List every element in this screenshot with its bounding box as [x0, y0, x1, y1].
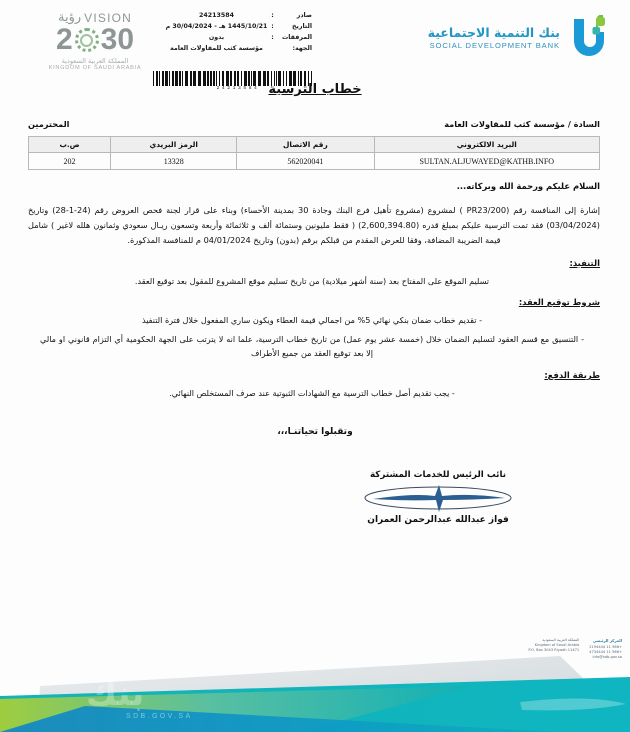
footer-address-column — [528, 638, 579, 674]
vision-logo-subtitle-en: KINGDOM OF SAUDI ARABIA — [48, 65, 142, 71]
footer-website: info@sdb.gov.sa — [592, 654, 622, 659]
table-header-row — [29, 137, 600, 153]
column-header-phone: رقم الاتصال — [237, 137, 374, 153]
signatory-title: نائب الرئيس للخدمات المشتركة — [369, 470, 507, 480]
bank-logo-mark-icon — [568, 15, 612, 61]
bank-name-en: SOCIAL DEVELOPMENT BANK — [429, 40, 560, 50]
header-meta-block — [164, 12, 312, 56]
recipient-respect: المحترمين — [28, 119, 70, 129]
body-paragraph: إشارة إلى المنافسة رقم (PR23/200 ) لمشروع (مشروع تأهيل فرع البنك وجادة 30 بمدينة الأحساء) وبناء على قرار لجنة فحص العروض رقم (24-1-28) وتاريخ (03/04/2024) فقد تمت الترسية عليكم بمبلغ قدره (2,600,394.80) ( فقط مليونين وستمائة ألف و ثلاثمائة وأربعة وتسعون ريـال سعودي وثمانون هلله لاغير ) شامل قيمة الضريبة المضافة، وفقا للعرض المقدم من قبلكم برقم (بدون) وتاريخ 04/01/2024 م للمنافسة المذكورة. — [28, 205, 601, 245]
section-heading-execution: التنفيذ: — [569, 257, 600, 268]
bank-logo — [382, 14, 612, 62]
closing-text: وتقبلوا تحياتنـا،،، — [277, 426, 353, 437]
meta-row-entity — [164, 45, 312, 54]
meta-colon: : — [271, 23, 274, 31]
meta-colon: : — [271, 34, 274, 42]
recipient-row — [0, 119, 630, 129]
document-footer — [0, 636, 630, 732]
section-heading-payment: طريقة الدفع: — [544, 370, 600, 381]
vision-logo-subtitle-ar: المملكة العربية السعودية — [61, 57, 129, 65]
meta-label-date: التاريخ — [292, 23, 312, 31]
signature-mark-icon — [288, 482, 588, 514]
section-text-execution: تسليم الموقع على المفتاح بعد (سنة أشهر ميلادية) من تاريخ تسليم موقع المشروع للمقول بعد توقيع العقد. — [134, 275, 490, 286]
meta-label-issue: صادر — [296, 12, 312, 19]
vision-logo-word-ar: رؤية — [57, 10, 82, 25]
vision-year-right: 30 — [100, 23, 135, 56]
payment-item-1: - يجب تقديم أصل خطاب الترسية مع الشهادات الثبوتية عند صرف المستخلص النهائي. — [169, 388, 455, 399]
meta-label-attachments: المرفقات — [281, 34, 312, 42]
meta-value-entity: مؤسسة كثب للمقاولات العامة — [170, 45, 263, 53]
column-header-pobox: ص.ب — [29, 137, 111, 153]
meta-row-date — [164, 23, 312, 32]
bank-logo-text — [428, 26, 560, 50]
meta-value-date: 1445/10/21 هـ - 30/04/2024 م — [165, 23, 268, 31]
footer-fax: +966 11 4734444 — [589, 649, 622, 654]
meta-label-entity: الجهة: — [292, 45, 312, 53]
vision-2030-logo — [30, 10, 160, 76]
footer-address-line-3: P.O. Box 3043 Riyadh 11471 — [528, 648, 580, 653]
section-heading-conditions: شروط توقيع العقد: — [518, 297, 600, 308]
table-row — [29, 153, 600, 170]
signatory-name: فواز عبدالله عبدالرحمن العمران — [367, 515, 509, 525]
column-header-email: البريد الالكتروني — [374, 137, 600, 153]
footer-headquarter-label: المركز الرئيسي — [592, 638, 622, 643]
cell-phone: 562020041 — [237, 153, 374, 170]
vision-logo-year — [30, 25, 160, 55]
cell-pobox: 202 — [29, 153, 111, 170]
footer-watermark: بنك — [86, 674, 145, 714]
vision-logo-word-en: VISION — [84, 10, 133, 25]
footer-watermark-url: SDB.GOV.SA — [126, 713, 193, 720]
footer-contact-column — [589, 638, 622, 674]
vision-logo-top — [30, 10, 160, 25]
signature-block — [288, 470, 588, 525]
footer-phone: +966 11 2194444 — [589, 644, 622, 649]
meta-row-attachments — [164, 34, 312, 43]
meta-value-issue: 24213584 — [198, 12, 235, 19]
cell-postal-code: 13328 — [111, 153, 237, 170]
cell-email: SULTAN.ALJUWAYED@KATHB.INFO — [374, 153, 600, 170]
vision-ornament-icon — [73, 26, 101, 54]
meta-value-attachments: بدون — [208, 34, 225, 42]
greeting-text: السلام عليكم ورحمة الله وبركاته... — [456, 181, 600, 191]
meta-row-issue — [164, 12, 312, 21]
bank-name-ar: بنك التنمية الاجتماعية — [427, 25, 560, 41]
meta-colon: : — [271, 12, 274, 19]
recipient-name: السادة / مؤسسة كثب للمقاولات العامة — [444, 119, 600, 129]
document-body — [0, 82, 630, 525]
vision-year-left: 2 — [55, 23, 73, 56]
barcode-number: 24213584 — [216, 86, 260, 91]
condition-item-2: - التنسيق مع قسم العقود لتسليم الضمان خلال (خمسة عشر يوم عمل) من تاريخ خطاب الترسية، علما انه لا يترتب على الجهة الحكومية أي التزام قانوني او مالي إلا بعد توقيع العقد من جميع الأطراف — [40, 333, 584, 359]
footer-address-line-1: المملكة العربية السعودية — [542, 638, 580, 642]
footer-address-line-2: Kingdom of Saudi Arabia — [534, 643, 580, 648]
column-header-postal-code: الرمز البريدي — [111, 137, 237, 153]
page-title: خطاب الترسية — [268, 82, 362, 97]
contact-table — [28, 136, 600, 170]
condition-item-1: - تقديم خطاب ضمان بنكي نهائي 5% من اجمالي قيمة العطاء ويكون ساري المفعول خلال فترة التنفيذ — [141, 315, 482, 326]
footer-contact-info — [412, 638, 622, 674]
